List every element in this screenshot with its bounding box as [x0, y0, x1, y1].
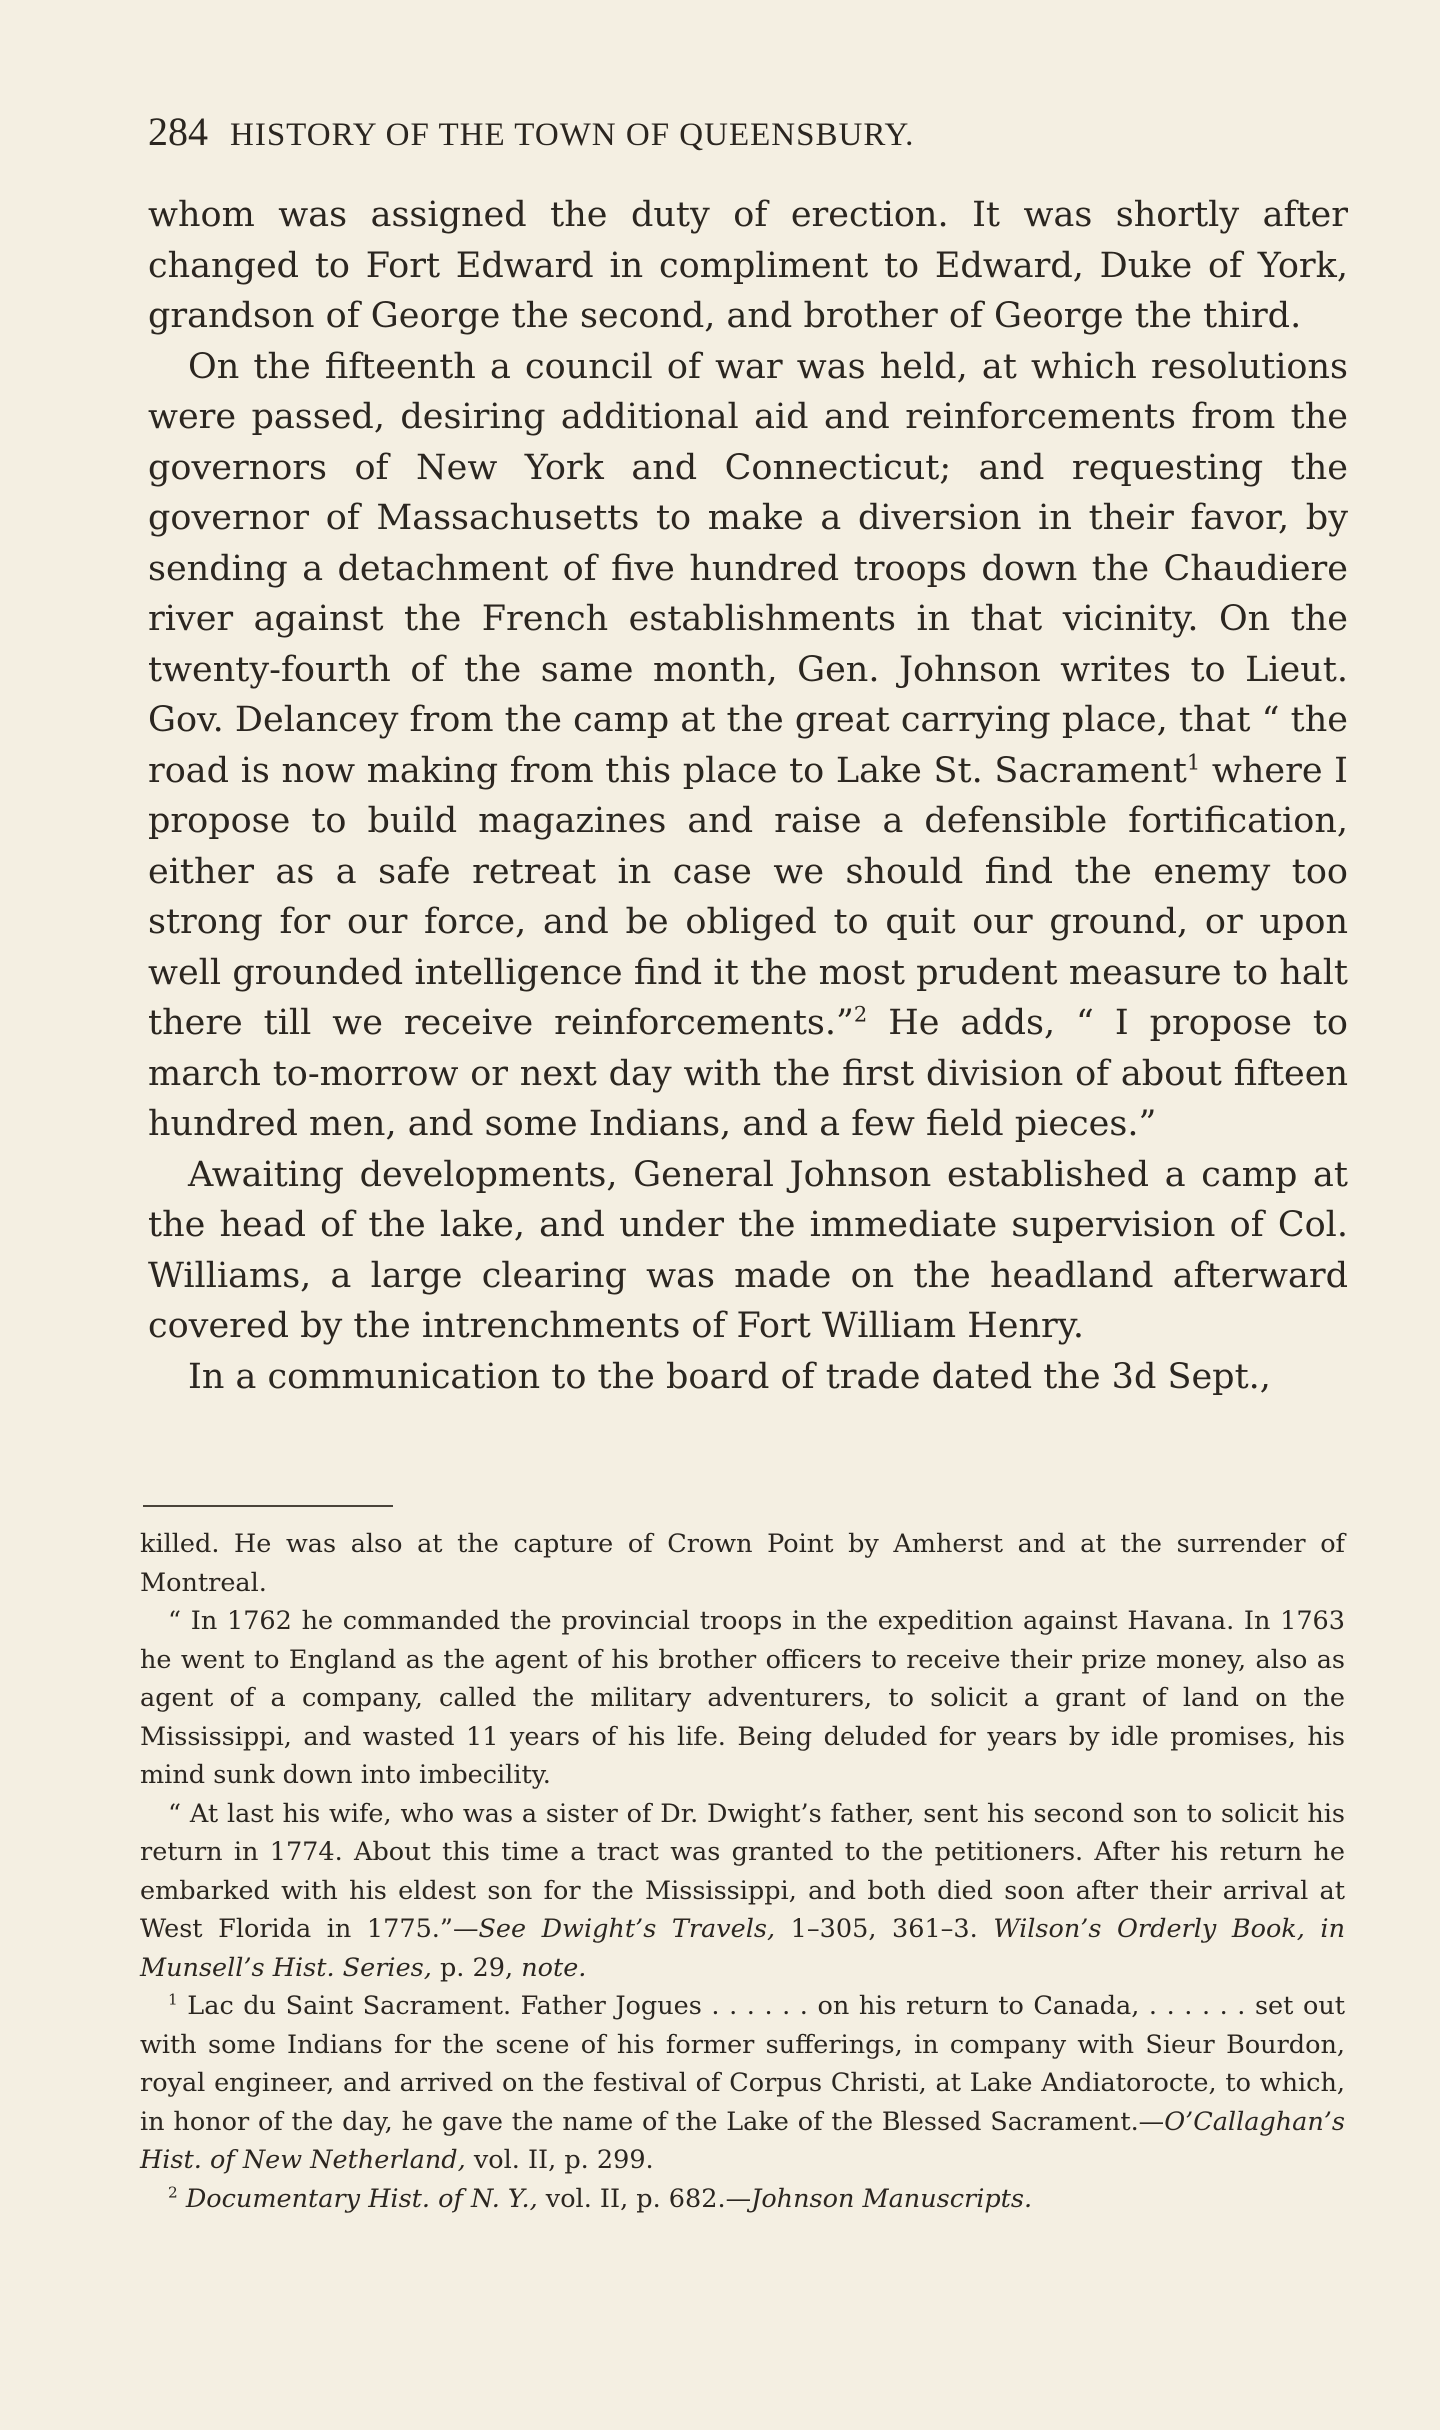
footnote-ref-1: 1 [1186, 749, 1201, 774]
footnote-marker-2: 2 [168, 2183, 178, 2201]
footnote-1 [140, 1987, 1345, 2180]
footnote-text: 1–305, 361–3. [775, 1914, 994, 1944]
paragraph-text: On the fifteenth a council of war was held, at which resolutions were passed, desiring additional aid and reinforcements from the governors of New York and Connecticut; and requesting the governor of Massachusetts to make a diversion in their favor, by sending a detachment of five hundred troops down the Chaudiere river against the French establishments in that vicinity. On the twenty-fourth of the same month, Gen. Johnson writes to Lieut. Gov. Delancey from the camp at the great carrying place, that “ the road is now making from this place to Lake St. Sacrament [148, 346, 1348, 791]
footnotes [140, 1525, 1345, 2218]
footnote-continued: killed. He was also at the capture of Crown Point by Amherst and at the surrender of Montreal. [140, 1529, 1345, 1598]
citation: Documentary Hist. of N. Y., [177, 2183, 538, 2214]
paragraph-camp: Awaiting developments, General Johnson established a camp at the head of the lake, and under the immediate supervision of Col. Williams, a large clearing was made on the headland afterward covered by the intrenchments of Fort William Henry. [148, 1154, 1348, 1346]
citation: See Dwight’s Travels, [478, 1914, 776, 1944]
footnote-text: Lac du Saint Sacrament. Father Jogues . . . . . . on his return to Canada, . . . . . . set out with some Indians for the scene of his former sufferings, in company with Sieur Bourdon, royal engineer, and arrived on the festival of Corpus Christi, at Lake Andiatorocte, to which, in honor of the day, he gave the name of the Lake of the Blessed Sacrament.— [140, 1991, 1345, 2137]
page-header [148, 108, 1338, 155]
citation: Johnson Manuscripts. [751, 2183, 1033, 2214]
paragraph-continued: whom was assigned the duty of erection. It was shortly after changed to Fort Edward in compliment to Edward, Duke of York, grandson of George the second, and brother of George the third. [148, 195, 1348, 336]
footnote-text: vol. II, p. 682.— [537, 2183, 752, 2214]
footnote-quote-1: “ In 1762 he commanded the provincial troops in the expedition against Havana. In 1763 he went to England as the agent of his brother officers to receive their prize money, also as agent of a company, called the military adventurers, to solicit a grant of land on the Mississippi, and wasted 11 years of his life. Being deluded for years by idle promises, his mind sunk down into imbecility. [140, 1606, 1345, 1790]
paragraph-text: where I propose to build magazines and raise a defensible fortification, either as a safe retreat in case we should find the enemy too strong for our force, and be obliged to quit our ground, or upon well grounded intelligence find it the most prudent measure to halt there till we receive reinforcements.” [148, 750, 1348, 1043]
main-text [148, 190, 1348, 1402]
footnote-text: p. 29, [431, 1952, 522, 1983]
footnote-ref-2: 2 [853, 1002, 868, 1027]
paragraph-text: He adds, “ I propose to march to-morrow or next day with the first division of about fifteen hundred men, and some Indians, and a few field pieces.” [148, 1003, 1348, 1144]
citation: O’Callaghan’s Hist. of New Netherland, [140, 2106, 1345, 2175]
footnote-marker-1: 1 [168, 1990, 178, 2009]
footnote-text: vol. II, p. 299. [465, 2145, 654, 2175]
citation: note. [521, 1952, 587, 1983]
running-title: HISTORY OF THE TOWN OF QUEENSBURY. [230, 117, 915, 153]
footnote-divider [143, 1505, 393, 1507]
footnote-quote-2 [140, 1795, 1345, 1988]
paragraph-communication: In a communication to the board of trade dated the 3d Sept., [188, 1356, 1271, 1397]
citation: Wilson’s Orderly Book, in Munsell’s Hist. Series, [140, 1914, 1345, 1983]
paragraph-council-of-war [148, 342, 1348, 1150]
footnote-2 [140, 2180, 1345, 2219]
page-number: 284 [148, 109, 208, 154]
footnote-text: “ At last his wife, who was a sister of Dr. Dwight’s father, sent his second son to solicit his return in 1774. About this time a tract was granted to the petitioners. After his return he embarked with his eldest son for the Mississippi, and both died soon after their arrival at West Florida in 1775.”— [140, 1798, 1345, 1944]
